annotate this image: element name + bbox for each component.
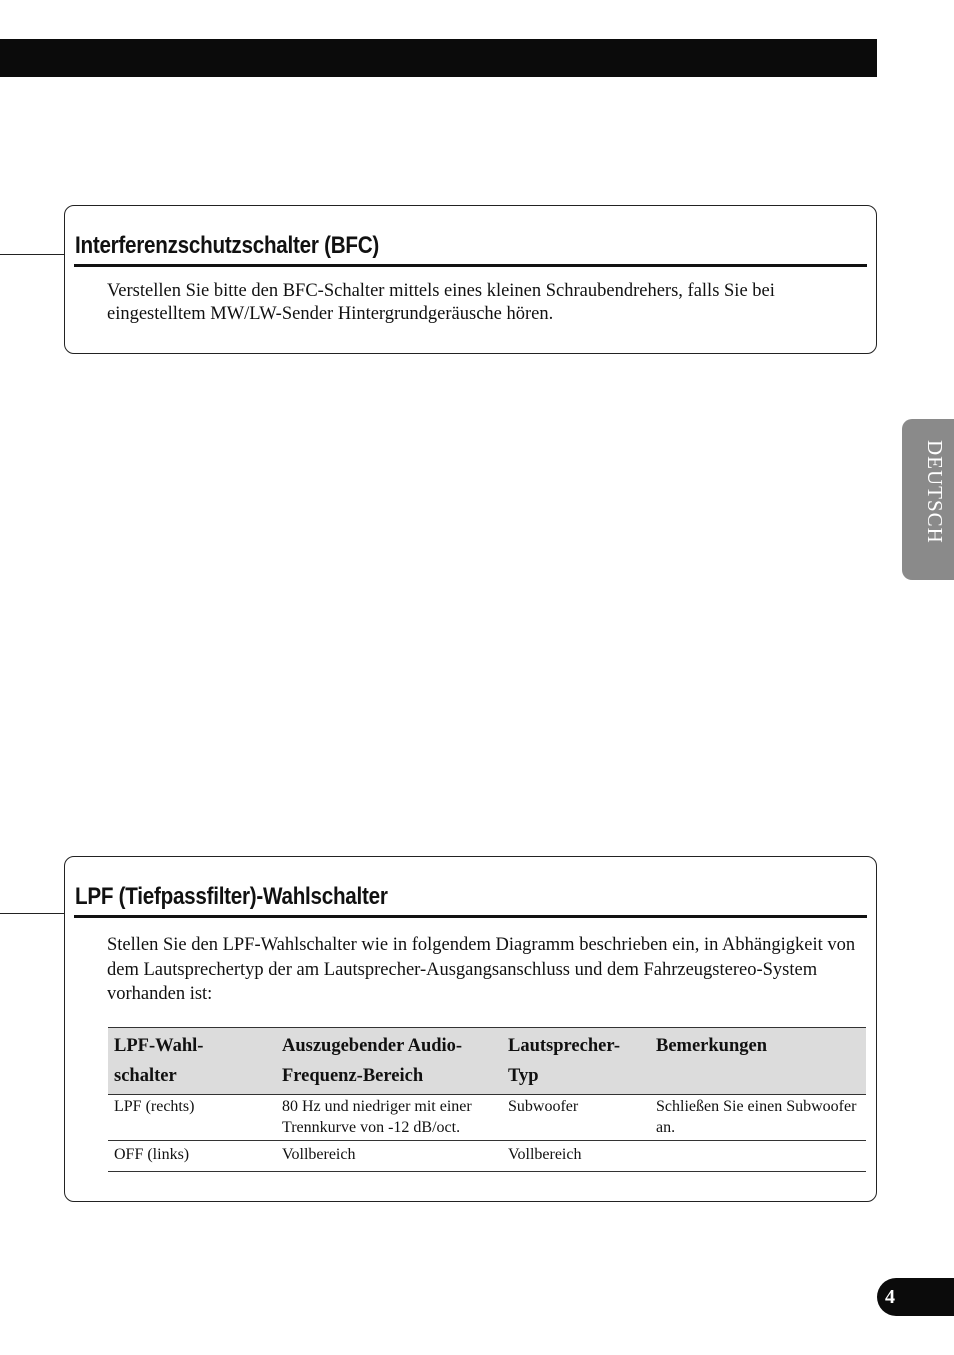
table-cell: Subwoofer xyxy=(502,1095,650,1141)
bfc-section xyxy=(64,205,877,354)
table-cell: Schließen Sie einen Subwoofer an. xyxy=(650,1095,866,1141)
lpf-section xyxy=(64,856,877,1202)
leader-line xyxy=(0,254,66,255)
table-cell: OFF (links) xyxy=(108,1141,276,1172)
table-cell: Vollbereich xyxy=(502,1141,650,1172)
page-number: 4 xyxy=(877,1278,954,1316)
table-cell xyxy=(650,1141,866,1172)
section-rule xyxy=(74,264,867,267)
lpf-table xyxy=(108,1027,866,1172)
table-row xyxy=(108,1095,866,1141)
table-row xyxy=(108,1141,866,1172)
bfc-section-title: Interferenzschutzschalter (BFC) xyxy=(75,232,379,259)
table-header-cell: LPF-Wahl- schalter xyxy=(108,1028,276,1095)
table-header-row xyxy=(108,1028,866,1095)
section-rule xyxy=(74,915,867,918)
table-header-cell: Bemerkungen xyxy=(650,1028,866,1095)
table-header-cell: Lautsprecher- Typ xyxy=(502,1028,650,1095)
table-header-cell: Auszugebender Audio- Frequenz-Bereich xyxy=(276,1028,502,1095)
lpf-section-title: LPF (Tiefpassfilter)-Wahlschalter xyxy=(75,883,388,910)
table-cell: LPF (rechts) xyxy=(108,1095,276,1141)
leader-line xyxy=(0,913,66,914)
lpf-section-text: Stellen Sie den LPF-Wahlschalter wie in folgendem Diagramm beschrieben ein, in Abhängigkeit von dem Lautsprechertyp der am Lautsprecher-Ausgangsanschluss und dem Fahrzeugstereo-System vorhanden ist: xyxy=(107,935,856,1004)
table-cell: Vollbereich xyxy=(276,1141,502,1172)
language-tab-label: DEUTSCH xyxy=(923,440,947,544)
bfc-section-text: Verstellen Sie bitte den BFC-Schalter mittels eines kleinen Schraubendrehers, falls Sie bei eingestelltem MW/LW-Sender Hintergrundgeräusche hören. xyxy=(107,281,775,324)
header-bar xyxy=(0,39,877,77)
table-cell: 80 Hz und niedriger mit einer Trennkurve von -12 dB/oct. xyxy=(276,1095,502,1141)
